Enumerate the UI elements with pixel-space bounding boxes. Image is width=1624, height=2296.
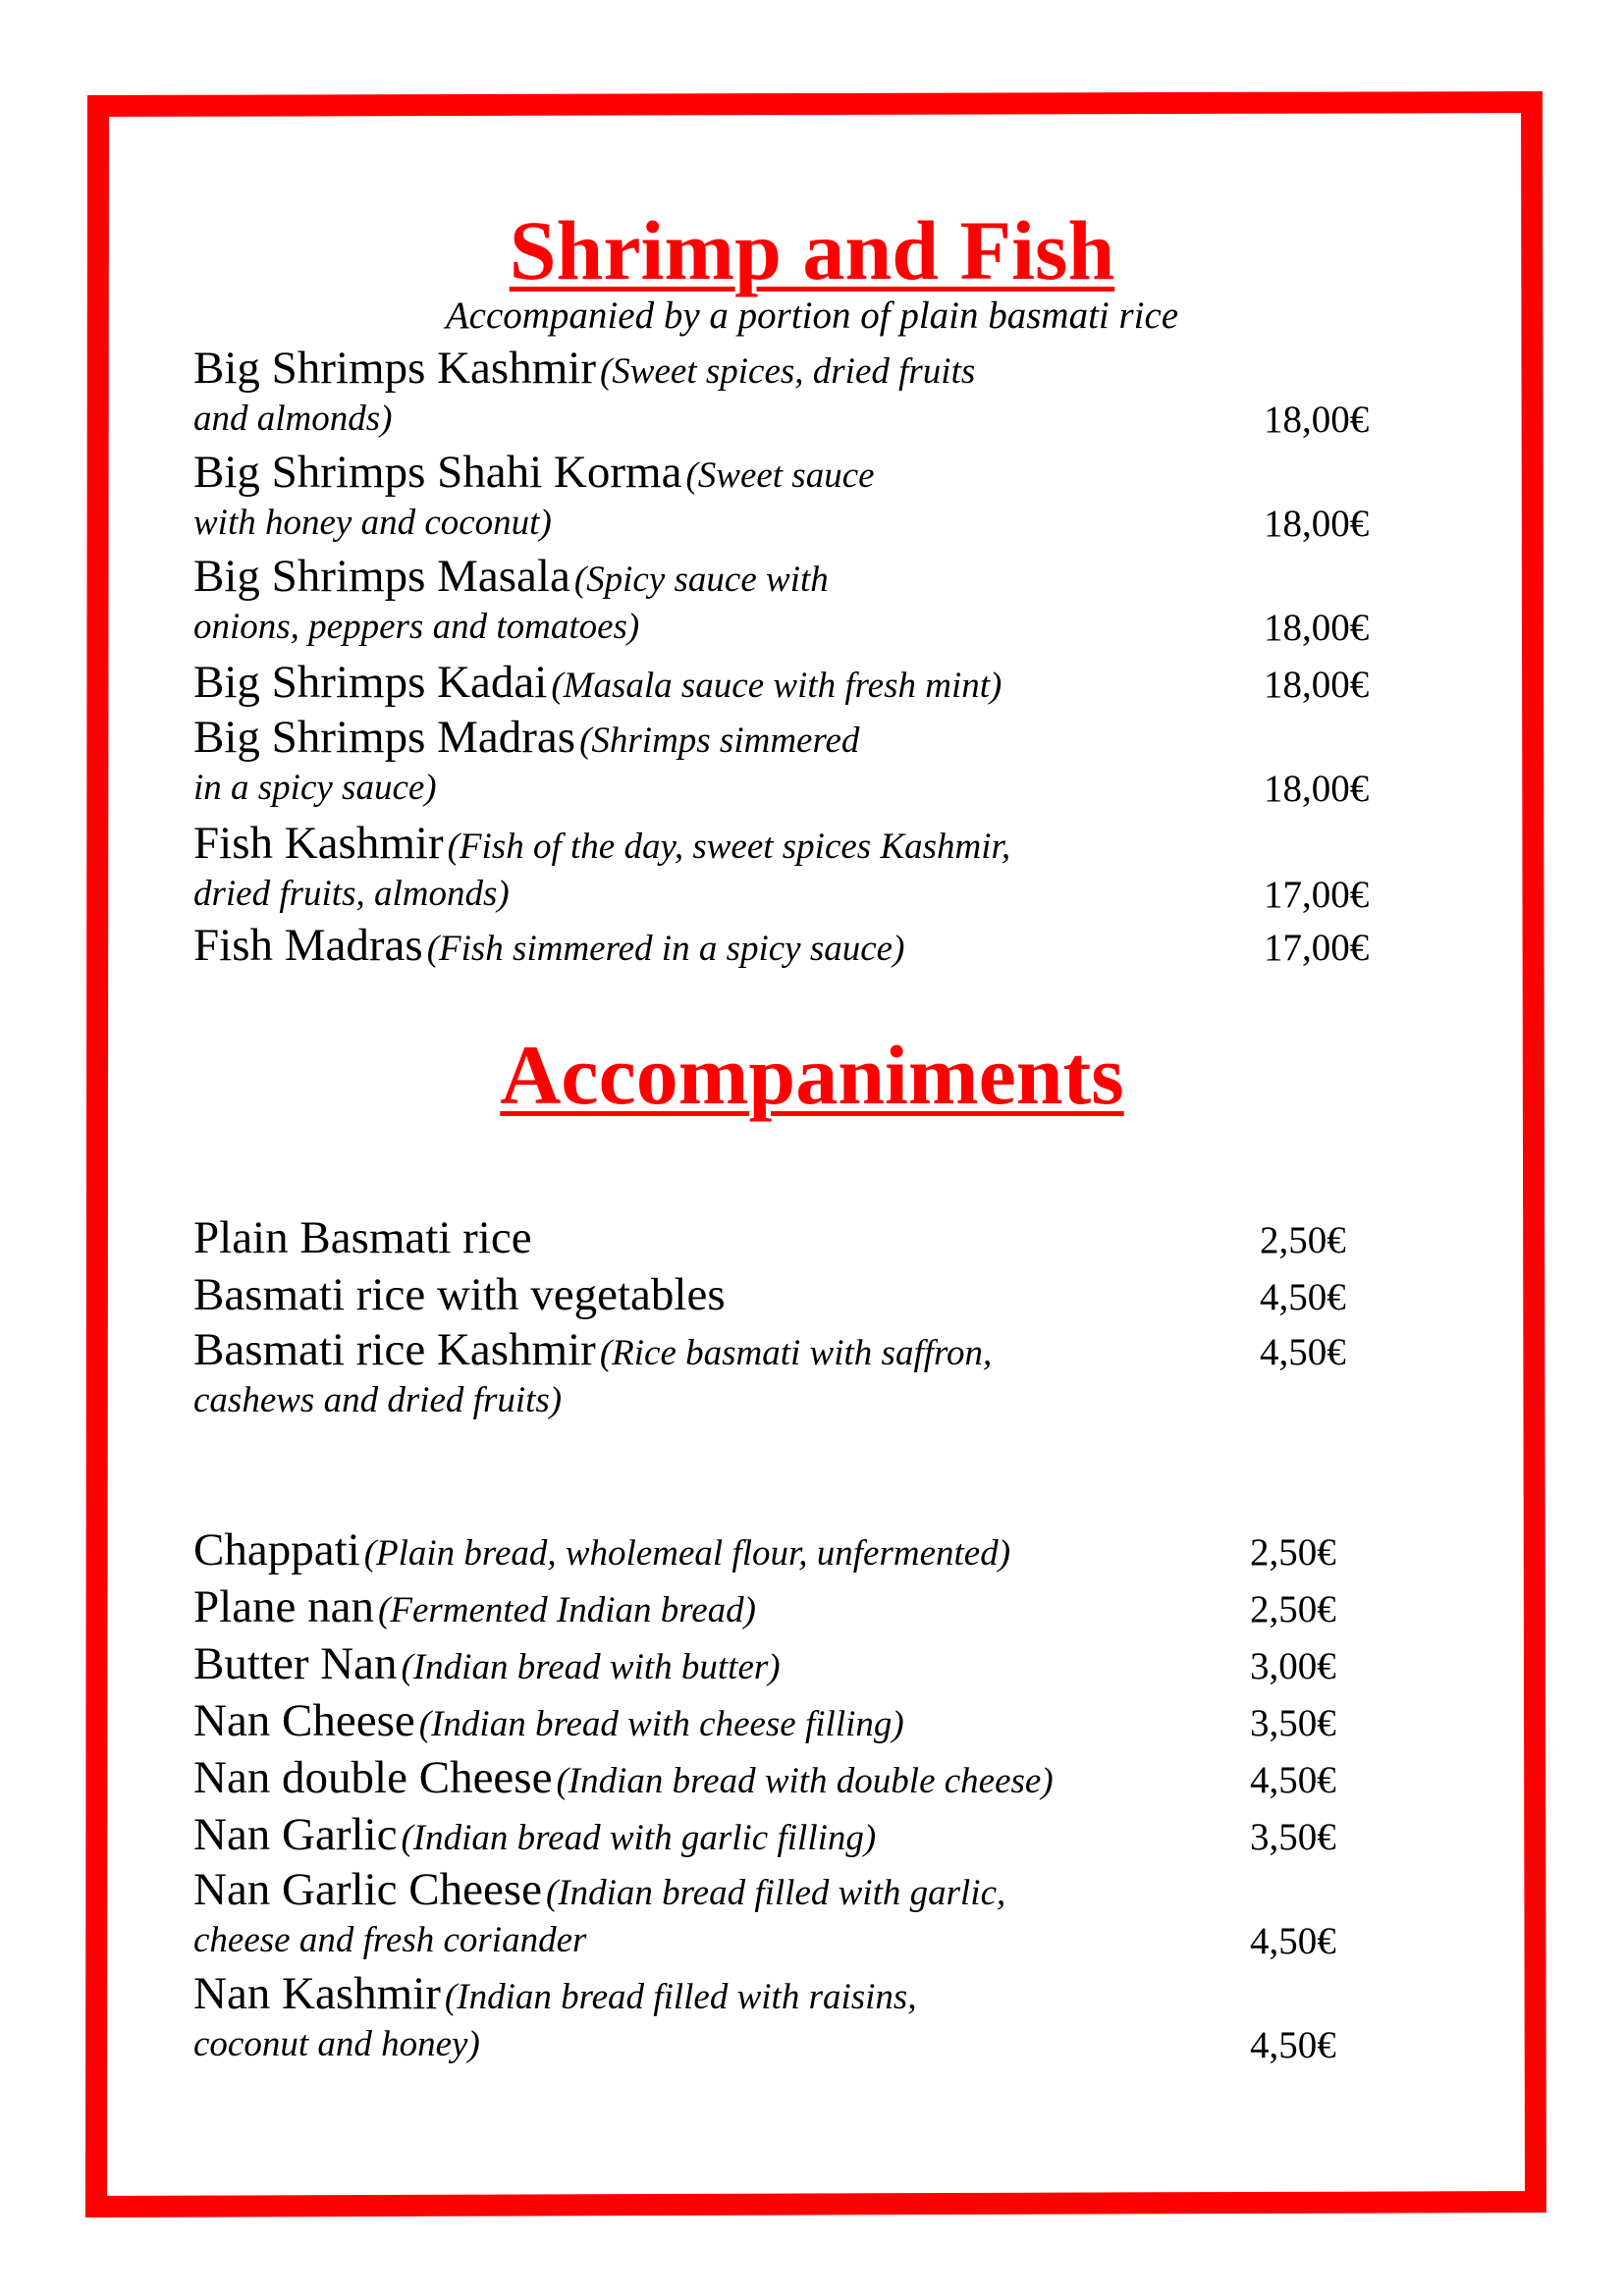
- item-name: Nan Garlic Cheese: [193, 1864, 542, 1915]
- item-price: 3,50€: [1250, 1816, 1336, 1858]
- item-name: Big Shrimps Kashmir: [193, 343, 596, 394]
- item-description: (Sweet sauce: [685, 455, 875, 496]
- item-price: 18,00€: [1264, 768, 1370, 810]
- item-description-cont: and almonds): [193, 399, 393, 439]
- item-description: (Indian bread with garlic filling): [401, 1818, 877, 1858]
- section-subtitle: Accompanied by a portion of plain basmati rice: [445, 294, 1179, 337]
- item-name: Nan double Cheese: [193, 1752, 553, 1803]
- item-description: (Indian bread filled with garlic,: [545, 1873, 1006, 1913]
- item-description-cont: dried fruits, almonds): [193, 874, 510, 914]
- section-title-accompaniments: Accompaniments: [500, 1028, 1124, 1122]
- item-price: 17,00€: [1264, 874, 1370, 916]
- item-price: 4,50€: [1260, 1276, 1346, 1318]
- item-price: 18,00€: [1264, 503, 1370, 545]
- item-description-cont: cheese and fresh coriander: [193, 1920, 587, 1960]
- item-description: (Spicy sauce with: [573, 560, 829, 600]
- item-name: Fish Kashmir: [193, 818, 444, 869]
- item-price: 4,50€: [1260, 1331, 1346, 1373]
- item-name: Butter Nan: [193, 1638, 398, 1689]
- item-name: Big Shrimps Kadai: [193, 657, 548, 708]
- item-name: Fish Madras: [193, 920, 423, 971]
- item-price: 4,50€: [1250, 1759, 1336, 1801]
- item-price: 18,00€: [1264, 664, 1370, 706]
- item-description: (Fermented Indian bread): [378, 1590, 756, 1630]
- item-description-cont: cashews and dried fruits): [193, 1380, 563, 1420]
- item-description-cont: coconut and honey): [193, 2024, 480, 2064]
- section-title-shrimp-fish: Shrimp and Fish: [509, 203, 1115, 297]
- item-price: 4,50€: [1250, 1920, 1336, 1962]
- item-price: 2,50€: [1260, 1219, 1346, 1261]
- item-description: (Sweet spices, dried fruits: [599, 351, 976, 392]
- item-price: 17,00€: [1264, 927, 1370, 969]
- item-description: (Fish of the day, sweet spices Kashmir,: [447, 827, 1011, 867]
- item-description: (Fish simmered in a spicy sauce): [426, 929, 905, 969]
- item-description: (Shrimps simmered: [579, 721, 860, 761]
- item-name: Basmati rice with vegetables: [193, 1269, 726, 1320]
- item-description: (Masala sauce with fresh mint): [551, 666, 1002, 706]
- item-price: 2,50€: [1250, 1531, 1336, 1574]
- item-name: Plain Basmati rice: [193, 1212, 532, 1263]
- item-description-cont: with honey and coconut): [193, 503, 552, 543]
- item-name: Big Shrimps Madras: [193, 712, 576, 763]
- item-description: (Plain bread, wholemeal flour, unfermented): [363, 1533, 1011, 1574]
- item-price: 3,00€: [1250, 1645, 1336, 1687]
- item-description: (Indian bread with butter): [401, 1647, 781, 1687]
- item-price: 18,00€: [1264, 607, 1370, 649]
- item-price: 3,50€: [1250, 1702, 1336, 1744]
- item-name: Big Shrimps Shahi Korma: [193, 447, 682, 498]
- item-description-cont: in a spicy sauce): [193, 768, 437, 808]
- item-name: Nan Garlic: [193, 1809, 398, 1860]
- item-description: (Rice basmati with saffron,: [599, 1333, 993, 1373]
- item-name: Big Shrimps Masala: [193, 551, 570, 602]
- item-description: (Indian bread filled with raisins,: [444, 1977, 917, 2017]
- item-price: 18,00€: [1264, 399, 1370, 441]
- item-name: Plane nan: [193, 1581, 375, 1632]
- item-name: Nan Kashmir: [193, 1968, 441, 2019]
- item-name: Chappati: [193, 1524, 360, 1575]
- item-name: Basmati rice Kashmir: [193, 1324, 596, 1375]
- item-description-cont: onions, peppers and tomatoes): [193, 607, 640, 647]
- item-description: (Indian bread with cheese filling): [418, 1704, 904, 1744]
- item-description: (Indian bread with double cheese): [556, 1761, 1054, 1801]
- item-name: Nan Cheese: [193, 1695, 415, 1746]
- item-price: 4,50€: [1250, 2024, 1336, 2066]
- item-price: 2,50€: [1250, 1588, 1336, 1630]
